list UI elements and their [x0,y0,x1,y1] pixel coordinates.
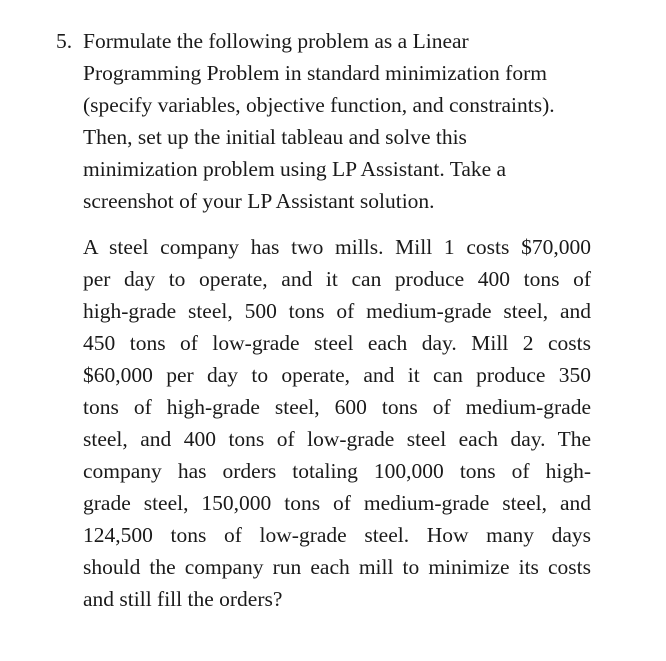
problem-line: per day to operate, and it can produce 400 tons of [83,267,591,291]
problem-line: company has orders totaling 100,000 tons of high- [83,459,591,483]
problem-line: $60,000 per day to operate, and it can produce 350 [83,363,591,387]
problem-line: and still fill the orders? [83,587,283,611]
problem-line: 124,500 tons of low-grade steel. How many days [83,523,591,547]
instruction-line: minimization problem using LP Assistant. Take a [83,157,507,181]
instruction-line: Formulate the following problem as a Linear [83,29,469,53]
problem-line: grade steel, 150,000 tons of medium-grade steel, and [83,491,591,515]
question-number: 5. [56,29,73,53]
problem-line: should the company run each mill to minimize its costs [83,555,591,579]
problem-line: steel, and 400 tons of low-grade steel each day. The [83,427,591,451]
instruction-line: (specify variables, objective function, and constraints). [83,93,555,117]
instruction-line: Then, set up the initial tableau and solve this [83,125,467,149]
problem-line: tons of high-grade steel, 600 tons of medium-grade [83,395,591,419]
instruction-line: Programming Problem in standard minimization form [83,61,547,85]
problem-line: A steel company has two mills. Mill 1 costs $70,000 [83,235,591,259]
instruction-line: screenshot of your LP Assistant solution. [83,189,435,213]
problem-line: high-grade steel, 500 tons of medium-grade steel, and [83,299,591,323]
problem-line: 450 tons of low-grade steel each day. Mill 2 costs [83,331,591,355]
